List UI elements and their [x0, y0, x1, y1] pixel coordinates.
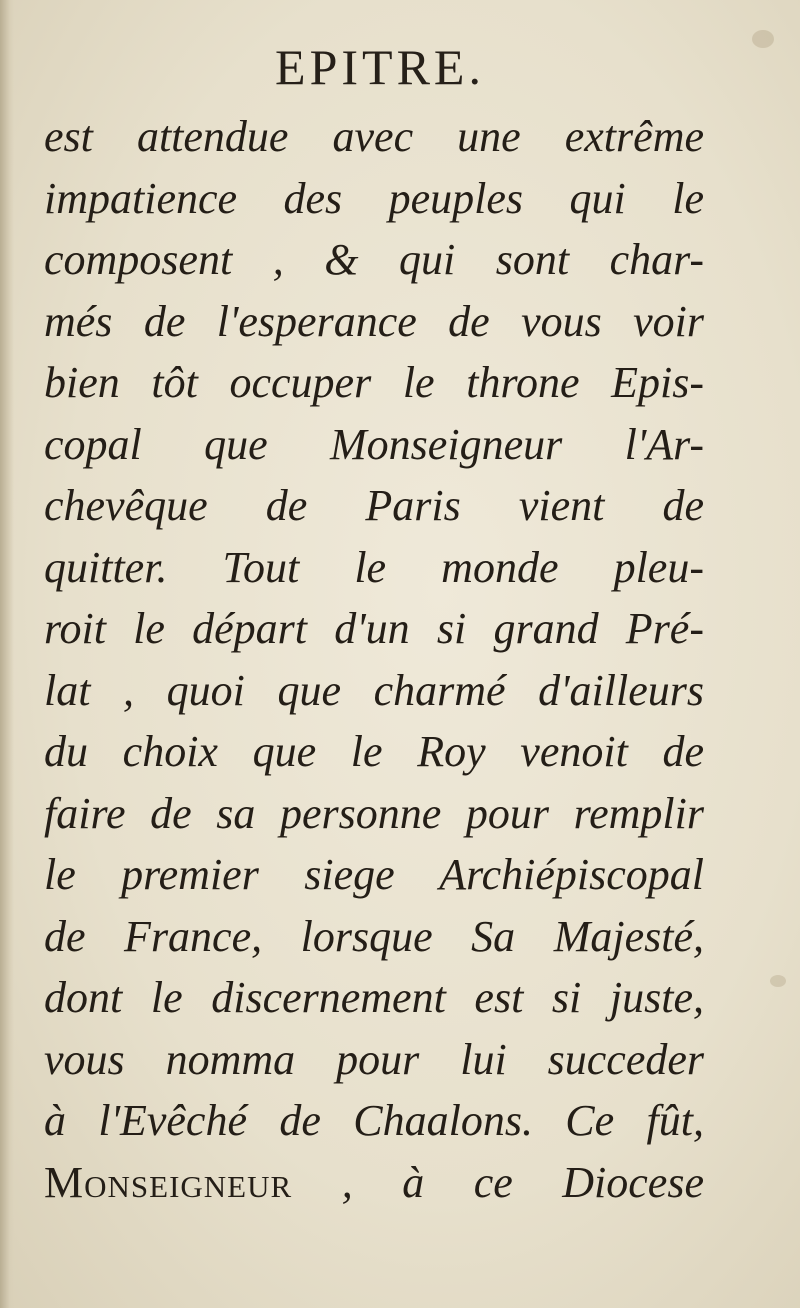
paper-stain [770, 975, 786, 987]
salutation: Monseigneur [44, 1157, 293, 1207]
text-line: du choix que le Roy venoit de [44, 727, 704, 776]
body-text [44, 106, 704, 1213]
text-line: més de l'esperance de vous voir [44, 296, 704, 346]
text-line-final [44, 1152, 704, 1214]
text-line: copal que Monseigneur l'Ar- [44, 419, 704, 469]
running-head: EPITRE. [275, 39, 485, 95]
text-line: chevêque de Paris vient de [44, 481, 704, 530]
text-line: le premier siege Archiépiscopal [44, 850, 704, 899]
page-gutter-shadow [0, 0, 14, 1308]
text-line: faire de sa personne pour remplir [44, 788, 704, 838]
text-line: bien tôt occuper le throne Epis- [44, 358, 704, 407]
text-line: est attendue avec une extrême [44, 112, 704, 161]
text-line: de France, lorsque Sa Majesté, [44, 911, 704, 961]
text-line: impatience des peuples qui le [44, 173, 704, 223]
text-line: vous nomma pour lui succeder [44, 1034, 704, 1084]
text-line: lat , quoi que charmé d'ailleurs [44, 665, 704, 715]
text-line-tail: , à ce Diocese [341, 1157, 704, 1207]
text-line: à l'Evêché de Chaalons. Ce fût, [44, 1096, 704, 1145]
text-line: composent , & qui sont char- [44, 235, 704, 284]
text-line: dont le discernement est si juste, [44, 973, 704, 1022]
text-line: quitter. Tout le monde pleu- [44, 542, 704, 592]
text-line: roit le départ d'un si grand Pré- [44, 604, 704, 653]
